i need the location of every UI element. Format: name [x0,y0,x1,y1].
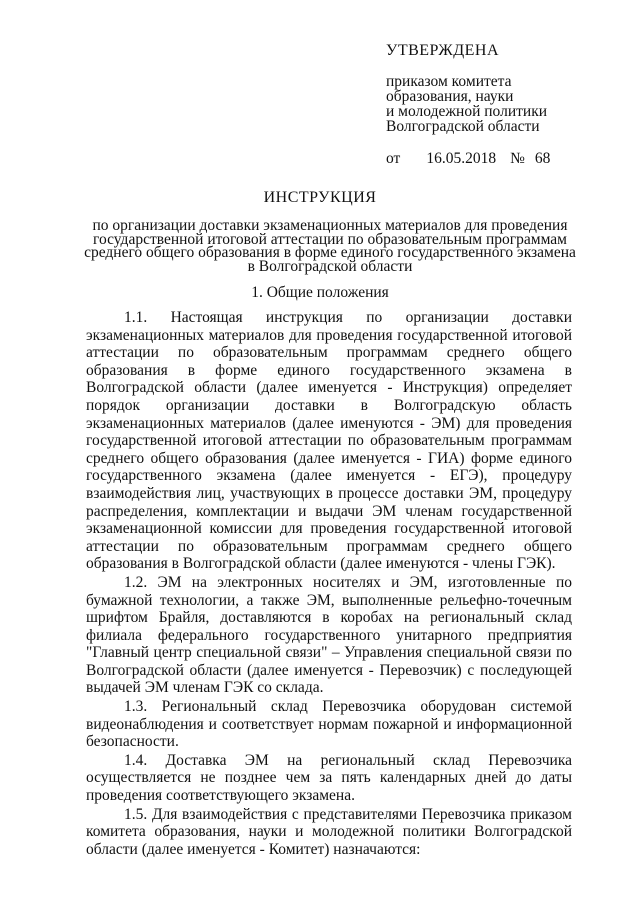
approval-line: приказом комитета [386,73,512,90]
paragraph-1-3: 1.3. Региональный склад Перевозчика оборудован системой видеонаблюдения и соответствует нормам пожарной и информационной безопасности. [86,698,572,751]
document-subtitle [80,219,580,273]
date-prefix: от [386,150,401,167]
paragraph-1-2: 1.2. ЭМ на электронных носителях и ЭМ, изготовленные по бумажной технологии, а также ЭМ, выполненные рельефно-точечным шрифтом Брайля, доставляются в коробах на региональный склад филиала федерального государственного унитарного предприятия "Главный центр специальной связи" – Управления специальной связи по Волгоградской области (далее именуется - Перевозчик) с последующей выдачей ЭМ членам ГЭК со склада. [86,573,572,697]
approval-lines [386,74,616,134]
subtitle-line: в Волгоградской области [247,257,413,275]
approval-line: и молодежной политики [386,103,548,120]
approval-heading: УТВЕРЖДЕНА [386,42,500,59]
paragraph-1-4: 1.4. Доставка ЭМ на региональный склад Перевозчика осуществляется не позднее чем за пять календарных дней до даты проведения соответствующего экзамена. [86,751,572,805]
approval-line: Волгоградской области [386,118,540,135]
section-title: 1. Общие положения [251,284,389,301]
subtitle-line: государственной итоговой аттестации по образовательным программам [93,230,567,248]
subtitle-line: по организации доставки экзаменационных материалов для проведения [92,217,568,234]
document-title: ИНСТРУКЦИЯ [263,189,377,206]
paragraph-1-5: 1.5. Для взаимодействия с представителями Перевозчика приказом комитета образования, науки и молодежной политики Волгоградской области (далее именуется - Комитет) назначаются: [86,805,572,858]
approval-date-row [386,151,616,166]
approval-block [386,43,616,166]
approval-number: 68 [534,150,551,167]
document-body [86,309,572,859]
approval-line: образования, науки [386,88,514,105]
number-sign: № [510,150,525,167]
paragraph-1-1: 1.1. Настоящая инструкция по организации доставки экзаменационных материалов для проведения государственной итоговой аттестации по образовательным программам среднего общего образования в форме единого государственного экзамена в Волгоградской области (далее именуется - Инструкция) определяет порядок организации доставки в Волгоградскую область экзаменационных материалов (далее именуются - ЭМ) для проведения государственной итоговой аттестации по образовательным программам среднего общего образования (далее именуется - ГИА) форме единого государственного экзамена (далее именуется - ЕГЭ), процедуру взаимодействия лиц, участвующих в процессе доставки ЭМ, процедуру распределения, комплектации и выдачи ЭМ членам государственной экзаменационной комиссии для проведения государственной итоговой аттестации по образовательным программам среднего общего образования в Волгоградской области (далее именуются - члены ГЭК). [86,309,572,573]
approval-date: 16.05.2018 [426,150,497,167]
subtitle-line: среднего общего образования в форме единого государственного экзамена [84,244,576,261]
